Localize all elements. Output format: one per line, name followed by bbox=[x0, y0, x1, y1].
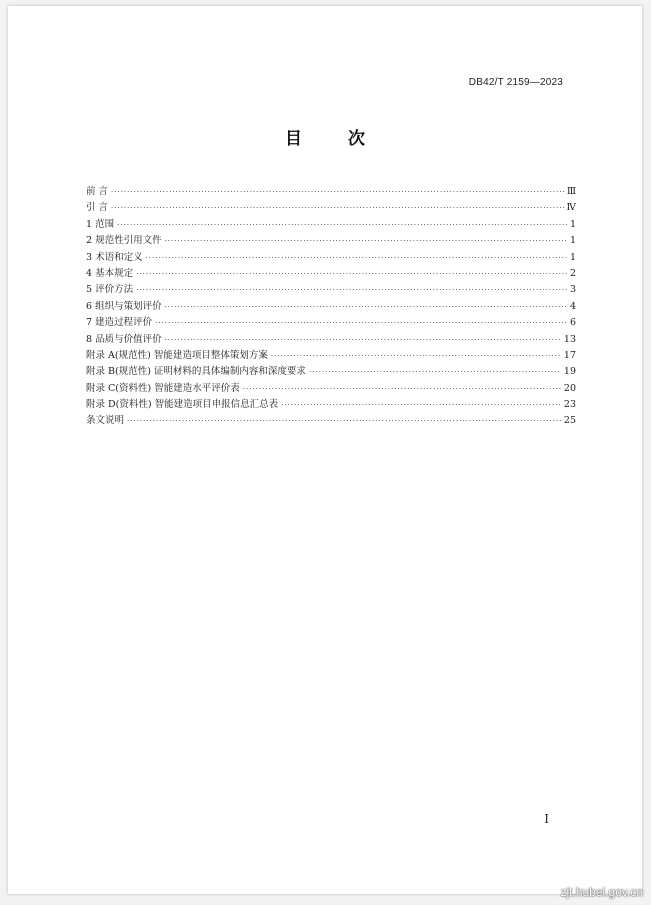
page-number: I bbox=[544, 812, 549, 826]
dot-leader bbox=[111, 204, 563, 212]
dot-leader bbox=[281, 401, 561, 409]
toc-entry-organization-planning[interactable] bbox=[86, 298, 576, 314]
toc-entry-label: 1 范围 bbox=[86, 218, 115, 230]
toc-entry-appendix-b[interactable] bbox=[86, 363, 576, 379]
toc-entry-page: 20 bbox=[563, 382, 576, 394]
toc-entry-basic-provisions[interactable] bbox=[86, 265, 576, 281]
toc-entry-label: 附录 D(资料性) 智能建造项目申报信息汇总表 bbox=[86, 399, 279, 411]
document-code: DB42/T 2159—2023 bbox=[468, 77, 563, 88]
toc-entry-page: 23 bbox=[563, 399, 576, 411]
table-of-contents bbox=[86, 183, 576, 429]
toc-entry-page: Ⅳ bbox=[566, 202, 576, 214]
toc-entry-label: 引 言 bbox=[86, 202, 109, 214]
dot-leader bbox=[309, 368, 561, 376]
dot-leader bbox=[127, 417, 561, 425]
toc-entry-label: 6 组织与策划评价 bbox=[86, 300, 162, 312]
toc-entry-construction-process[interactable] bbox=[86, 314, 576, 330]
toc-entry-appendix-c[interactable] bbox=[86, 380, 576, 396]
toc-entry-label: 附录 A(规范性) 智能建造项目整体策划方案 bbox=[86, 349, 268, 361]
toc-entry-normative-references[interactable] bbox=[86, 232, 576, 248]
dot-leader bbox=[165, 336, 561, 344]
toc-entry-page: 25 bbox=[563, 415, 576, 427]
toc-entry-label: 附录 B(规范性) 证明材料的具体编制内容和深度要求 bbox=[86, 366, 306, 378]
toc-entry-page: 6 bbox=[569, 317, 576, 329]
toc-entry-label: 3 术语和定义 bbox=[86, 251, 143, 263]
toc-entry-page: 2 bbox=[569, 267, 576, 279]
toc-entry-appendix-d[interactable] bbox=[86, 396, 576, 412]
toc-entry-terms[interactable] bbox=[86, 249, 576, 265]
toc-entry-page: 19 bbox=[563, 366, 576, 378]
toc-entry-page: Ⅲ bbox=[566, 186, 576, 197]
toc-entry-foreword[interactable] bbox=[86, 183, 576, 199]
dot-leader bbox=[271, 352, 561, 360]
toc-title: 目 次 bbox=[285, 129, 385, 149]
toc-entry-introduction[interactable] bbox=[86, 199, 576, 215]
toc-entry-label: 附录 C(资料性) 智能建造水平评价表 bbox=[86, 382, 240, 394]
toc-entry-label: 前 言 bbox=[86, 186, 109, 197]
toc-entry-quality-value[interactable] bbox=[86, 331, 576, 347]
dot-leader bbox=[117, 221, 567, 229]
toc-entry-page: 17 bbox=[563, 349, 576, 361]
dot-leader bbox=[243, 385, 561, 393]
toc-entry-evaluation-method[interactable] bbox=[86, 281, 576, 297]
dot-leader bbox=[136, 286, 567, 294]
document-page bbox=[8, 6, 642, 894]
toc-entry-scope[interactable] bbox=[86, 216, 576, 232]
toc-entry-label: 4 基本规定 bbox=[86, 267, 134, 279]
toc-entry-page: 3 bbox=[569, 284, 576, 296]
dot-leader bbox=[165, 237, 567, 245]
toc-entry-label: 8 品质与价值评价 bbox=[86, 333, 162, 345]
toc-entry-page: 1 bbox=[569, 251, 576, 263]
dot-leader bbox=[165, 303, 567, 311]
toc-entry-label: 5 评价方法 bbox=[86, 284, 134, 296]
toc-entry-explanation[interactable] bbox=[86, 412, 576, 428]
dot-leader bbox=[146, 254, 567, 262]
toc-entry-page: 1 bbox=[569, 235, 576, 247]
toc-entry-label: 7 建造过程评价 bbox=[86, 317, 153, 329]
dot-leader bbox=[155, 319, 567, 327]
site-watermark: zjt.hubei.gov.cn bbox=[560, 885, 643, 899]
toc-entry-page: 4 bbox=[569, 300, 576, 312]
toc-entry-page: 13 bbox=[563, 333, 576, 345]
dot-leader bbox=[111, 188, 564, 196]
toc-entry-label: 2 规范性引用文件 bbox=[86, 235, 162, 247]
toc-entry-label: 条文说明 bbox=[86, 415, 125, 427]
dot-leader bbox=[136, 270, 567, 278]
toc-entry-page: 1 bbox=[569, 218, 576, 230]
toc-entry-appendix-a[interactable] bbox=[86, 347, 576, 363]
